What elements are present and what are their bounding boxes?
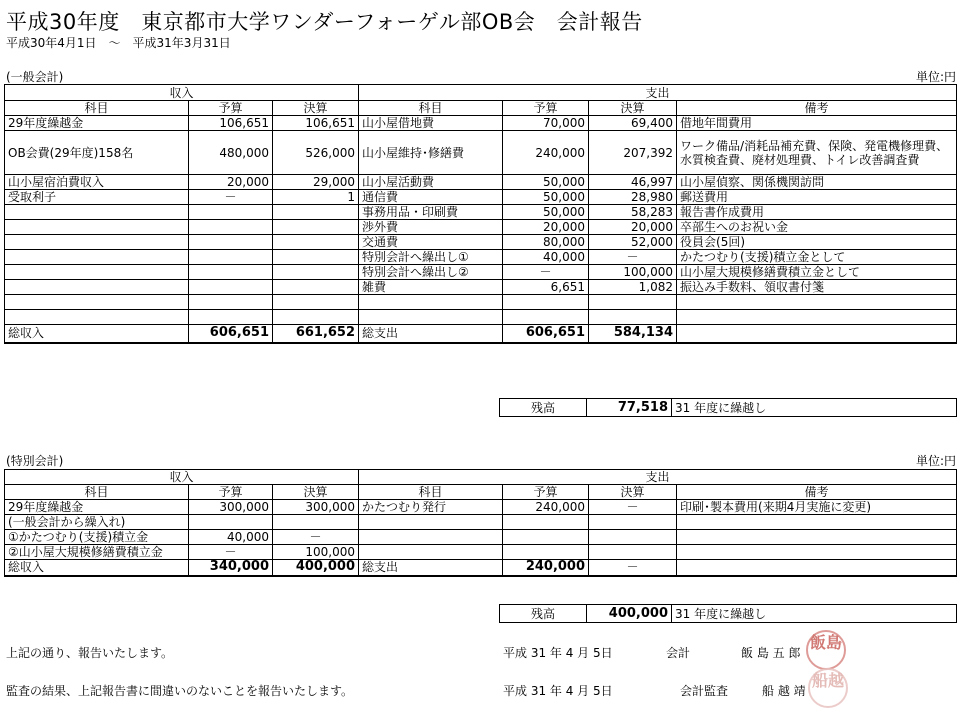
expense-actual-cell <box>589 545 677 560</box>
income-budget-cell <box>189 220 273 235</box>
table-row <box>5 515 957 530</box>
special-unit-label: 単位:円 <box>915 454 956 468</box>
income-actual-cell: 1 <box>273 190 359 205</box>
auditor-seal: 船越 <box>808 668 848 708</box>
expense-note-cell <box>677 515 957 530</box>
expense-item-cell: 事務用品・印刷費 <box>359 205 503 220</box>
income-budget-cell: 300,000 <box>189 500 273 515</box>
sp-total-income-budget: 340,000 <box>189 560 273 576</box>
expense-note-cell: 卒部生へのお祝い金 <box>677 220 957 235</box>
general-account-table <box>4 84 957 344</box>
sp-col-income-item: 科目 <box>5 485 189 500</box>
income-actual-cell: 100,000 <box>273 545 359 560</box>
expense-note-cell: 借地年間費用 <box>677 116 957 131</box>
income-budget-cell: 20,000 <box>189 175 273 190</box>
income-item-cell: ②山小屋大規模修繕費積立金 <box>5 545 189 560</box>
income-budget-cell <box>189 265 273 280</box>
sp-col-income-budget: 予算 <box>189 485 273 500</box>
table-row <box>5 310 957 325</box>
income-budget-cell <box>189 310 273 325</box>
expense-actual-cell <box>589 530 677 545</box>
col-income-budget: 予算 <box>189 101 273 116</box>
expense-budget-cell <box>503 530 589 545</box>
expense-actual-cell: 58,283 <box>589 205 677 220</box>
special-balance-table <box>499 604 957 623</box>
table-row <box>5 235 957 250</box>
expense-budget-cell: 20,000 <box>503 220 589 235</box>
income-budget-cell <box>189 235 273 250</box>
balance-value: 77,518 <box>587 399 672 417</box>
income-actual-cell <box>273 235 359 250</box>
expense-header: 支出 <box>359 85 957 101</box>
income-actual-cell: 106,651 <box>273 116 359 131</box>
total-expense-actual: 584,134 <box>589 325 677 343</box>
col-income-item: 科目 <box>5 101 189 116</box>
expense-budget-cell: 80,000 <box>503 235 589 250</box>
expense-note-cell: 山小屋大規模修繕費積立金として <box>677 265 957 280</box>
expense-item-cell: 交通費 <box>359 235 503 250</box>
table-row <box>5 530 957 545</box>
income-actual-cell: 526,000 <box>273 131 359 175</box>
income-actual-cell <box>273 295 359 310</box>
expense-item-cell: 山小屋借地費 <box>359 116 503 131</box>
expense-budget-cell: 6,651 <box>503 280 589 295</box>
sp-total-expense-label: 総支出 <box>359 560 503 576</box>
expense-actual-cell <box>589 310 677 325</box>
income-item-cell: 29年度繰越金 <box>5 116 189 131</box>
expense-item-cell <box>359 310 503 325</box>
sp-col-expense-actual: 決算 <box>589 485 677 500</box>
total-income-actual: 661,652 <box>273 325 359 343</box>
table-row <box>5 116 957 131</box>
expense-item-cell: 特別会計へ繰出し① <box>359 250 503 265</box>
expense-item-cell <box>359 515 503 530</box>
income-budget-cell <box>189 280 273 295</box>
table-row <box>5 175 957 190</box>
income-item-cell: 受取利子 <box>5 190 189 205</box>
expense-note-cell <box>677 295 957 310</box>
income-actual-cell <box>273 265 359 280</box>
expense-note-cell <box>677 530 957 545</box>
table-row <box>5 190 957 205</box>
income-budget-cell <box>189 205 273 220</box>
sp-total-income-label: 総収入 <box>5 560 189 576</box>
expense-actual-cell <box>589 515 677 530</box>
income-actual-cell <box>273 220 359 235</box>
expense-note-cell: 振込み手数料、領収書付箋 <box>677 280 957 295</box>
expense-note-cell: かたつむり(支援)積立金として <box>677 250 957 265</box>
expense-item-cell <box>359 545 503 560</box>
expense-budget-cell: 50,000 <box>503 190 589 205</box>
expense-note-cell: 郵送費用 <box>677 190 957 205</box>
expense-item-cell: 通信費 <box>359 190 503 205</box>
col-expense-budget: 予算 <box>503 101 589 116</box>
expense-actual-cell: － <box>589 250 677 265</box>
expense-budget-cell: 50,000 <box>503 205 589 220</box>
table-row <box>5 500 957 515</box>
sp-income-header: 収入 <box>5 470 359 485</box>
expense-budget-cell <box>503 515 589 530</box>
report-role: 会計 <box>666 646 691 660</box>
sp-balance-value: 400,000 <box>587 605 672 623</box>
sp-total-expense-actual: － <box>589 560 677 576</box>
general-balance-table <box>499 398 957 417</box>
expense-budget-cell: 240,000 <box>503 131 589 175</box>
expense-actual-cell: 100,000 <box>589 265 677 280</box>
table-row <box>5 220 957 235</box>
income-budget-cell <box>189 250 273 265</box>
expense-budget-cell: 70,000 <box>503 116 589 131</box>
income-actual-cell <box>273 280 359 295</box>
expense-item-cell: 雑費 <box>359 280 503 295</box>
sp-col-expense-item: 科目 <box>359 485 503 500</box>
income-header: 収入 <box>5 85 359 101</box>
income-item-cell <box>5 235 189 250</box>
expense-actual-cell: 20,000 <box>589 220 677 235</box>
income-item-cell: OB会費(29年度)158名 <box>5 131 189 175</box>
income-actual-cell: 300,000 <box>273 500 359 515</box>
income-item-cell <box>5 250 189 265</box>
sp-balance-label: 残高 <box>500 605 587 623</box>
table-row <box>5 295 957 310</box>
treasurer-seal: 飯島 <box>806 630 846 670</box>
expense-item-cell <box>359 530 503 545</box>
expense-note-cell <box>677 545 957 560</box>
expense-note-cell: 報告書作成費用 <box>677 205 957 220</box>
income-budget-cell: 40,000 <box>189 530 273 545</box>
total-income-budget: 606,651 <box>189 325 273 343</box>
income-item-cell <box>5 220 189 235</box>
expense-actual-cell: 28,980 <box>589 190 677 205</box>
income-budget-cell: 106,651 <box>189 116 273 131</box>
expense-actual-cell: 207,392 <box>589 131 677 175</box>
expense-note-cell: 山小屋偵察、関係機関訪問 <box>677 175 957 190</box>
income-actual-cell <box>273 515 359 530</box>
expense-budget-cell: 40,000 <box>503 250 589 265</box>
col-expense-actual: 決算 <box>589 101 677 116</box>
expense-budget-cell <box>503 295 589 310</box>
table-row <box>5 250 957 265</box>
report-signer-name: 飯 島 五 郎 <box>741 646 801 660</box>
income-actual-cell: － <box>273 530 359 545</box>
audit-signer-name: 船 越 靖 <box>762 684 806 698</box>
table-row <box>5 205 957 220</box>
expense-item-cell: 山小屋活動費 <box>359 175 503 190</box>
expense-note-cell: ワーク備品/消耗品補充費、保険、発電機修理費、水質検査費、廃材処理費、トイレ改善調査費 <box>677 131 957 175</box>
income-actual-cell <box>273 310 359 325</box>
income-item-cell <box>5 205 189 220</box>
expense-budget-cell: 240,000 <box>503 500 589 515</box>
sp-total-note <box>677 560 957 576</box>
income-budget-cell: 480,000 <box>189 131 273 175</box>
expense-item-cell: かたつむり発行 <box>359 500 503 515</box>
total-note <box>677 325 957 343</box>
expense-budget-cell <box>503 545 589 560</box>
balance-note: 31 年度に繰越し <box>672 399 957 417</box>
income-item-cell <box>5 295 189 310</box>
income-item-cell <box>5 310 189 325</box>
sp-expense-header: 支出 <box>359 470 957 485</box>
special-account-label: (特別会計) <box>6 454 64 468</box>
income-item-cell: 29年度繰越金 <box>5 500 189 515</box>
expense-actual-cell: 69,400 <box>589 116 677 131</box>
income-item-cell: 山小屋宿泊費収入 <box>5 175 189 190</box>
report-title: 平成30年度 東京都市大学ワンダーフォーゲル部OB会 会計報告 <box>6 10 643 34</box>
income-budget-cell <box>189 515 273 530</box>
income-budget-cell <box>189 295 273 310</box>
income-actual-cell <box>273 205 359 220</box>
income-item-cell: (一般会計から繰入れ) <box>5 515 189 530</box>
sp-col-income-actual: 決算 <box>273 485 359 500</box>
expense-item-cell: 山小屋維持･修繕費 <box>359 131 503 175</box>
col-note: 備考 <box>677 101 957 116</box>
income-actual-cell: 29,000 <box>273 175 359 190</box>
col-income-actual: 決算 <box>273 101 359 116</box>
sp-total-expense-budget: 240,000 <box>503 560 589 576</box>
expense-actual-cell <box>589 295 677 310</box>
income-item-cell: ①かたつむり(支援)積立金 <box>5 530 189 545</box>
total-expense-label: 総支出 <box>359 325 503 343</box>
expense-note-cell: 印刷･製本費用(来期4月実施に変更) <box>677 500 957 515</box>
table-row <box>5 131 957 175</box>
balance-label: 残高 <box>500 399 587 417</box>
general-unit-label: 単位:円 <box>915 70 956 84</box>
special-account-table <box>4 469 957 577</box>
expense-item-cell <box>359 295 503 310</box>
sp-balance-note: 31 年度に繰越し <box>672 605 957 623</box>
expense-item-cell: 特別会計へ繰出し② <box>359 265 503 280</box>
expense-budget-cell: 50,000 <box>503 175 589 190</box>
col-expense-item: 科目 <box>359 101 503 116</box>
total-expense-budget: 606,651 <box>503 325 589 343</box>
sp-total-income-actual: 400,000 <box>273 560 359 576</box>
audit-statement: 監査の結果、上記報告書に間違いのないことを報告いたします。 <box>6 684 354 698</box>
expense-budget-cell <box>503 310 589 325</box>
expense-item-cell: 渉外費 <box>359 220 503 235</box>
audit-role: 会計監査 <box>680 684 729 698</box>
report-statement: 上記の通り、報告いたします。 <box>6 646 174 660</box>
expense-actual-cell: 1,082 <box>589 280 677 295</box>
income-item-cell <box>5 280 189 295</box>
income-budget-cell: － <box>189 190 273 205</box>
expense-budget-cell: － <box>503 265 589 280</box>
income-item-cell <box>5 265 189 280</box>
report-period: 平成30年4月1日 ～ 平成31年3月31日 <box>6 36 231 50</box>
total-income-label: 総収入 <box>5 325 189 343</box>
audit-date: 平成 31 年 4 月 5日 <box>503 684 613 698</box>
sp-col-expense-budget: 予算 <box>503 485 589 500</box>
table-row <box>5 265 957 280</box>
table-row <box>5 280 957 295</box>
income-actual-cell <box>273 250 359 265</box>
sp-col-note: 備考 <box>677 485 957 500</box>
general-account-label: (一般会計) <box>6 70 64 84</box>
expense-actual-cell: － <box>589 500 677 515</box>
expense-note-cell <box>677 310 957 325</box>
income-budget-cell: － <box>189 545 273 560</box>
expense-note-cell: 役員会(5回) <box>677 235 957 250</box>
expense-actual-cell: 52,000 <box>589 235 677 250</box>
table-row <box>5 545 957 560</box>
expense-actual-cell: 46,997 <box>589 175 677 190</box>
report-date: 平成 31 年 4 月 5日 <box>503 646 613 660</box>
